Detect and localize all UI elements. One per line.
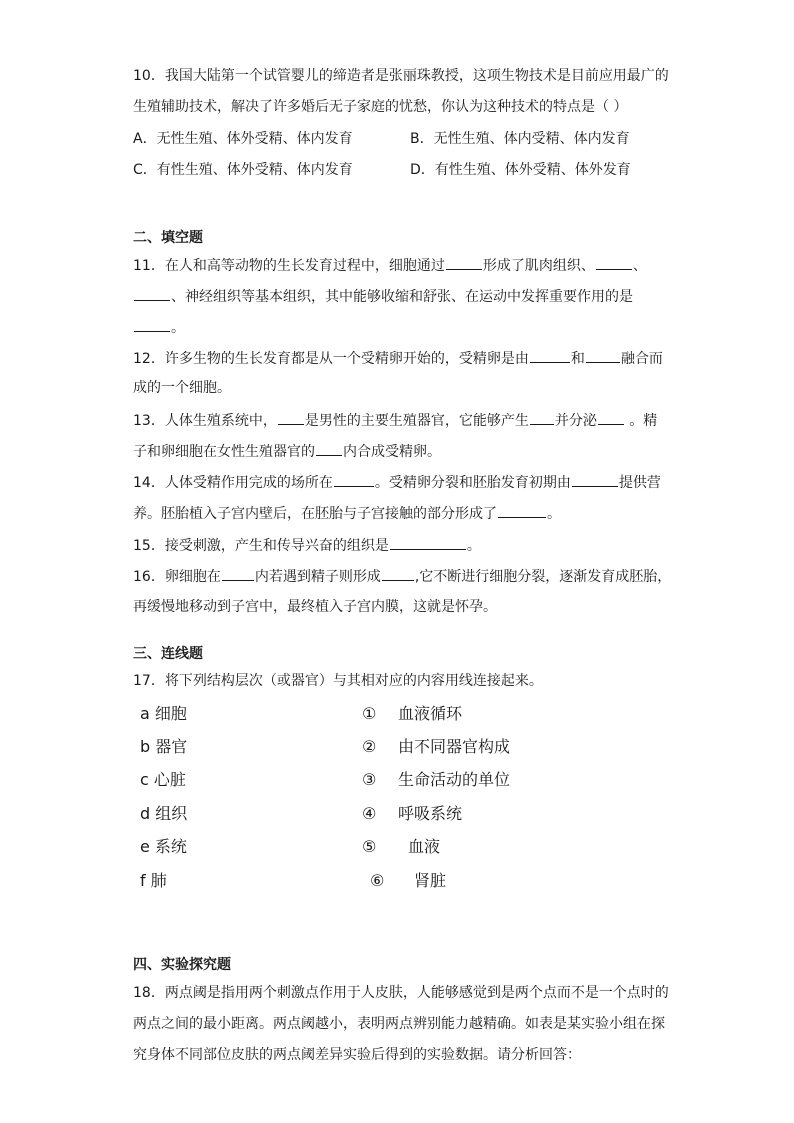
q11-line-3 <box>133 317 185 338</box>
q14-text-2b: 。 <box>547 506 561 522</box>
q17-number: ① <box>362 704 377 723</box>
q17-right-item: 生命活动的单位 <box>398 770 511 789</box>
q14-blank-1 <box>334 472 374 487</box>
q10-option-a: A．无性生殖、体外受精、体内发育 <box>133 131 353 147</box>
q12-text-1b: 和 <box>570 351 585 367</box>
q17-right-item: 血液循环 <box>398 704 463 723</box>
q17-number: ⑤ <box>362 837 377 856</box>
q11-text-1c: 、 <box>632 258 647 274</box>
q17-right-item: 由不同器官构成 <box>398 737 511 756</box>
q10-option-c: C．有性生殖、体外受精、体内发育 <box>133 162 353 178</box>
q17-left-item: c 心脏 <box>140 770 186 789</box>
q12-line-1 <box>133 348 663 369</box>
q16-text-1a: 16．卵细胞在 <box>133 569 221 585</box>
q17-number: ② <box>362 737 377 756</box>
q11-text-1b: 形成了肌肉组织、 <box>482 258 595 274</box>
q11-blank-1 <box>446 255 482 270</box>
q16-blank-2 <box>382 566 414 581</box>
q17-number: ③ <box>362 770 377 789</box>
q11-line-2 <box>133 286 633 307</box>
section-title-matching: 三、连线题 <box>133 646 203 662</box>
q10-line-1: 10．我国大陆第一个试管婴儿的缔造者是张丽珠教授，这项生物技术是目前应用最广的 <box>133 68 669 84</box>
q16-line-1 <box>133 566 671 587</box>
q16-text-1b: 内若遇到精子则形成 <box>254 569 381 585</box>
q14-text-1a: 14．人体受精作用完成的场所在 <box>133 475 333 491</box>
q12-text-1c: 融合而 <box>620 351 663 367</box>
q13-text-2b: 内合成受精卵。 <box>343 444 441 460</box>
q13-blank-1 <box>278 410 304 425</box>
q15-blank-1 <box>390 535 466 550</box>
q13-line-1 <box>133 410 657 431</box>
q13-text-2a: 子和卵细胞在女性生殖器官的 <box>133 444 315 460</box>
q17-left-item: e 系统 <box>140 837 187 856</box>
q17-right-item: 血液 <box>408 837 441 856</box>
q16-text-1c: ,它不断进行细胞分裂，逐渐发育成胚胎， <box>414 569 672 585</box>
q10-option-d: D．有性生殖、体外受精、体外发育 <box>410 162 631 178</box>
q14-blank-2 <box>572 472 618 487</box>
q14-text-2a: 养。胚胎植入子宫内壁后，在胚胎与子宫接触的部分形成了 <box>133 506 497 522</box>
q14-blank-3 <box>498 503 546 518</box>
q13-text-1c: 并分泌 <box>554 413 597 429</box>
q10-line-2: 生殖辅助技术，解决了许多婚后无子家庭的忧愁，你认为这种技术的特点是（ ） <box>133 99 628 115</box>
q14-text-1c: 提供营 <box>618 475 661 491</box>
section-title-experiment: 四、实验探究题 <box>133 957 231 973</box>
q17-number: ④ <box>362 804 377 823</box>
q17-left-item: a 细胞 <box>140 704 187 723</box>
q12-text-1a: 12．许多生物的生长发育都是从一个受精卵开始的，受精卵是由 <box>133 351 529 367</box>
q14-text-1b: 。受精卵分裂和胚胎发育初期由 <box>374 475 571 491</box>
q15-text-1b: 。 <box>466 538 481 554</box>
q17-right-item: 呼吸系统 <box>398 804 463 823</box>
q11-line-1 <box>133 255 647 276</box>
q17-left-item: b 器官 <box>140 737 188 756</box>
q17-number: ⑥ <box>370 871 385 890</box>
q11-text-3a: 。 <box>171 320 185 336</box>
q16-blank-1 <box>222 566 254 581</box>
q17-left-item: d 组织 <box>140 804 188 823</box>
q15-line-1 <box>133 535 481 556</box>
q12-line-2: 成的一个细胞。 <box>133 380 231 396</box>
q11-text-2a: 、神经组织等基本组织，其中能够收缩和舒张、在运动中发挥重要作用的是 <box>171 289 633 305</box>
q12-blank-1 <box>530 348 570 363</box>
q11-text-1a: 11．在人和高等动物的生长发育过程中，细胞通过 <box>133 258 445 274</box>
q14-line-1 <box>133 472 661 493</box>
section-title-fill-in: 二、填空题 <box>133 230 203 246</box>
q15-text-1a: 15．接受刺激，产生和传导兴奋的组织是 <box>133 538 389 554</box>
q13-line-2 <box>133 441 441 462</box>
q17-stem: 17．将下列结构层次（或器官）与其相对应的内容用线连接起来。 <box>133 673 543 689</box>
q12-blank-2 <box>586 348 620 363</box>
q13-blank-3 <box>598 410 624 425</box>
q13-blank-4 <box>316 441 342 456</box>
q17-left-item: f 肺 <box>140 871 167 890</box>
q13-text-1b: 是男性的主要生殖器官，它能够产生 <box>304 413 529 429</box>
q17-right-item: 肾脏 <box>414 871 447 890</box>
q13-text-1d: 。精 <box>624 413 658 429</box>
q13-blank-2 <box>530 410 554 425</box>
q11-blank-4 <box>134 317 170 332</box>
q18-line-2: 两点之间的最小距离。两点阈越小，表明两点辨别能力越精确。如表是某实验小组在探 <box>133 1016 665 1032</box>
q18-line-1: 18．两点阈是指用两个刺激点作用于人皮肤，人能够感觉到是两个点而不是一个点时的 <box>133 985 669 1001</box>
q18-line-3: 究身体不同部位皮肤的两点阈差异实验后得到的实验数据。请分析回答： <box>133 1047 581 1063</box>
q11-blank-2 <box>596 255 632 270</box>
q14-line-2 <box>133 503 561 524</box>
q16-line-2: 再缓慢地移动到子宫中，最终植入子宫内膜，这就是怀孕。 <box>133 599 497 615</box>
q13-text-1a: 13．人体生殖系统中， <box>133 413 277 429</box>
q10-option-b: B．无性生殖、体内受精、体内发育 <box>410 131 630 147</box>
q11-blank-3 <box>134 286 170 301</box>
